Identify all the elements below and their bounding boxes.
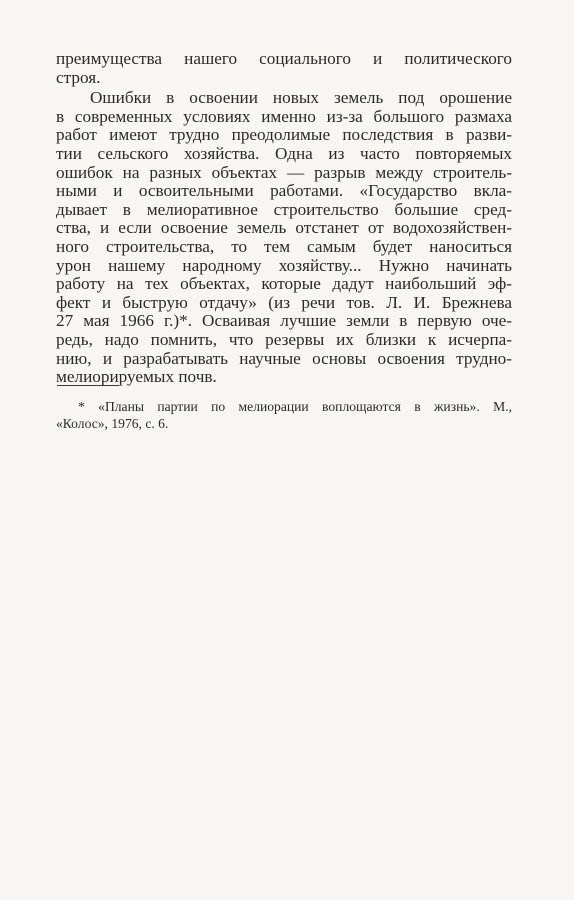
text-line: преимущества нашего социального и политического — [56, 49, 512, 68]
text-line: нию, и разрабатывать научные основы освоения трудно- — [56, 348, 512, 368]
text-line: 27 мая 1966 г.)*. Осваивая лучшие земли в первую оче- — [56, 311, 512, 331]
footnote — [56, 398, 512, 432]
text-line: тии сельского хозяйства. Одна из часто повторяемых — [56, 143, 512, 163]
text-line: ными и освоительными работами. «Государство вкла- — [56, 181, 512, 201]
text-line: урон нашему народному хозяйству... Нужно начинать — [56, 255, 512, 275]
text-line: ного строительства, то тем самым будет наноситься — [56, 236, 512, 256]
footnote-line: * «Планы партии по мелиорации воплощаются в жизнь». М., — [78, 399, 512, 414]
text-line: фект и быструю отдачу» (из речи тов. Л. И. Брежнева — [56, 292, 512, 312]
text-line: редь, надо помнить, что резервы их близки к исчерпа- — [56, 329, 512, 349]
body-text — [56, 50, 512, 387]
text-line: Ошибки в освоении новых земель под орошение — [90, 88, 512, 108]
text-line: работ имеют трудно преодолимые последствия в разви- — [56, 125, 512, 145]
text-line: мелиорируемых почв. — [56, 367, 217, 387]
text-line: в современных условиях именно из-за большого размаха — [56, 106, 512, 126]
text-line: ошибок на разных объектах — разрыв между строитель- — [56, 162, 512, 182]
text-line: работу на тех объектах, которые дадут наибольший эф- — [56, 274, 512, 294]
paragraph-2 — [56, 89, 512, 387]
paragraph-1 — [56, 50, 512, 87]
footnote-divider — [57, 385, 119, 386]
footnote-line: «Колос», 1976, с. 6. — [56, 416, 169, 431]
text-line: дывает в мелиоративное строительство большие сред- — [56, 199, 512, 219]
text-line: строя. — [56, 67, 101, 87]
text-line: ства, и если освоение земель отстанет от водохозяйствен- — [56, 218, 512, 238]
